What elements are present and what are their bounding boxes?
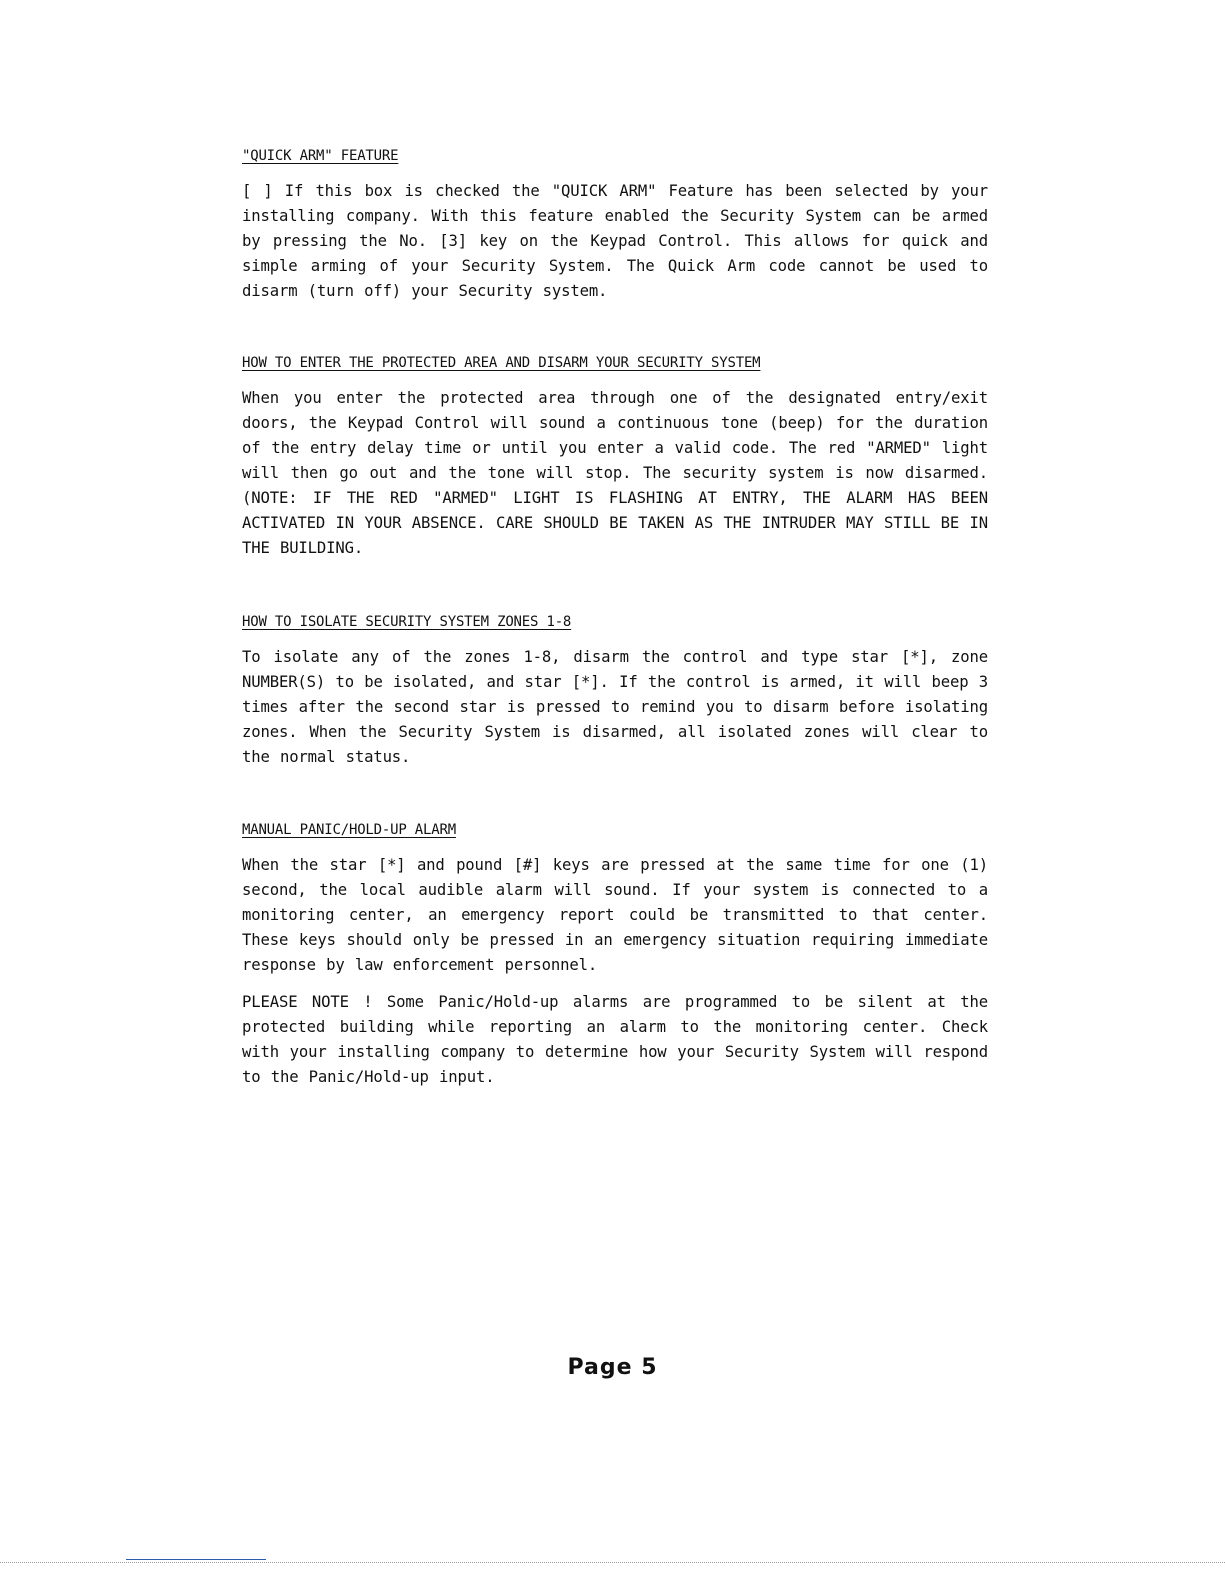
bottom-divider	[0, 1562, 1225, 1563]
section-paragraph: To isolate any of the zones 1-8, disarm the control and type star [*], zone NUMBER(S) to be isolated, and star [*]. If the control is armed, it will beep 3 times after the second star is pressed to remind you to disarm before isolating zones. When the Security System is disarmed, all isolated zones will clear to the normal status.	[242, 648, 988, 766]
section-paragraph: [ ] If this box is checked the "QUICK ARM" Feature has been selected by your installing company. With this feature enabled the Security System can be armed by pressing the No. [3] key on the Keypad Control. This allows for quick and simple arming of your Security System. The Quick Arm code cannot be used to disarm (turn off) your Security system.	[242, 182, 988, 300]
section-heading: "QUICK ARM" FEATURE	[242, 148, 399, 164]
section-isolate-zones	[242, 614, 988, 770]
section-quick-arm	[242, 148, 988, 304]
section-paragraph: When you enter the protected area through one of the designated entry/exit doors, the Keypad Control will sound a continuous tone (beep) for the duration of the entry delay time or until you enter a valid code. The red "ARMED" light will then go out and the tone will stop. The security system is now disarmed. (NOTE: IF THE RED "ARMED" LIGHT IS FLASHING AT ENTRY, THE ALARM HAS BEEN ACTIVATED IN YOUR ABSENCE. CARE SHOULD BE TAKEN AS THE INTRUDER MAY STILL BE IN THE BUILDING.	[242, 389, 988, 557]
section-heading: HOW TO ISOLATE SECURITY SYSTEM ZONES 1-8	[242, 614, 572, 630]
bottom-link-underline	[126, 1559, 266, 1560]
please-note-paragraph: PLEASE NOTE ! Some Panic/Hold-up alarms are programmed to be silent at the protected building while reporting an alarm to the monitoring center. Check with your installing company to determine how your Security System will respond to the Panic/Hold-up input.	[242, 993, 988, 1086]
section-heading: HOW TO ENTER THE PROTECTED AREA AND DISARM YOUR SECURITY SYSTEM	[242, 355, 761, 371]
section-enter-protected-area	[242, 355, 988, 561]
section-heading: MANUAL PANIC/HOLD-UP ALARM	[242, 822, 456, 838]
section-panic-alarm	[242, 822, 988, 1090]
section-paragraph: When the star [*] and pound [#] keys are pressed at the same time for one (1) second, the local audible alarm will sound. If your system is connected to a monitoring center, an emergency report could be transmitted to that center. These keys should only be pressed in an emergency situation requiring immediate response by law enforcement personnel.	[242, 856, 988, 974]
page-number: Page 5	[567, 1355, 658, 1380]
